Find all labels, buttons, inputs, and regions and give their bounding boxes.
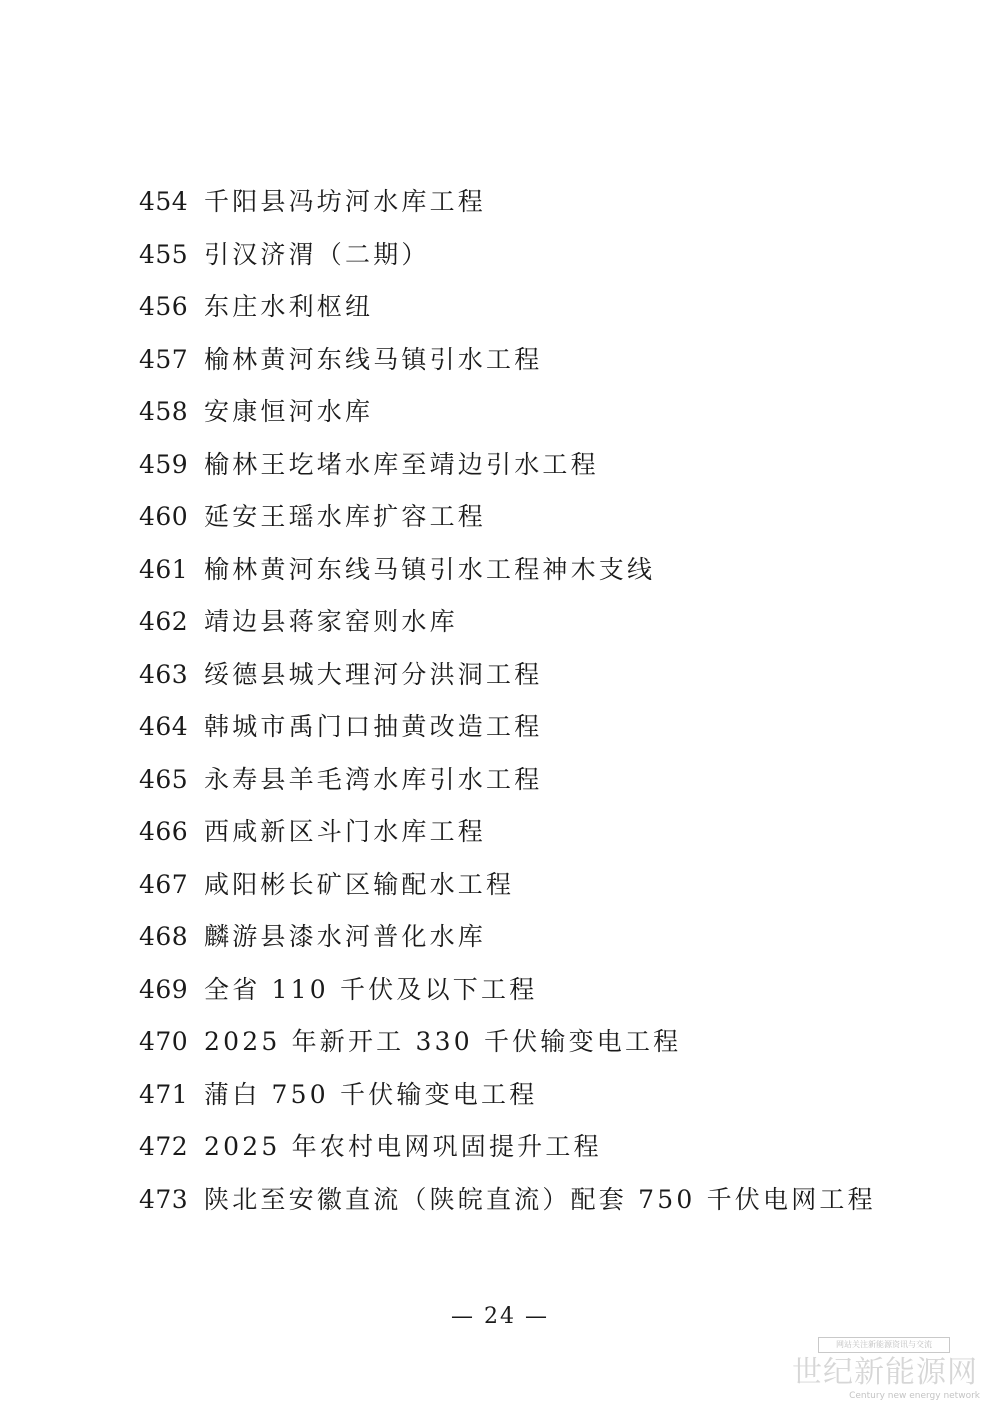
item-name: 咸阳彬长矿区输配水工程 [204, 869, 515, 899]
item-number: 467 [139, 869, 189, 899]
item-number: 468 [139, 922, 189, 951]
watermark-tagline: 网站关注新能源资讯与交流 [818, 1337, 950, 1353]
item-number: 464 [139, 712, 189, 741]
item-number: 455 [139, 239, 189, 269]
watermark-english: Century new energy network [849, 1391, 980, 1401]
item-name: 蒲白 750 千伏输变电工程 [204, 1079, 538, 1109]
list-item [0, 1069, 1000, 1122]
item-name: 麟游县漆水河普化水库 [204, 922, 487, 951]
list-item [0, 229, 1000, 282]
list-item [0, 754, 1000, 807]
list-item [0, 859, 1000, 912]
page-number: — 24 — [451, 1304, 549, 1329]
list-item [0, 649, 1000, 702]
list-item [0, 964, 1000, 1017]
item-name: 全省 110 千伏及以下工程 [204, 974, 538, 1004]
item-number: 462 [139, 607, 189, 636]
list-item [0, 596, 1000, 649]
item-number: 469 [139, 974, 189, 1004]
item-name: 引汉济渭（二期） [204, 239, 430, 269]
watermark-brand: 世纪新能源网 [792, 1355, 978, 1390]
item-number: 456 [139, 292, 189, 321]
list-item [0, 491, 1000, 544]
item-name: 绥德县城大理河分洪洞工程 [204, 659, 543, 689]
item-name: 榆林黄河东线马镇引水工程 [204, 344, 543, 374]
item-number: 465 [139, 764, 189, 794]
list-item [0, 334, 1000, 387]
list-item [0, 281, 1000, 334]
list-item [0, 1121, 1000, 1174]
item-number: 472 [139, 1132, 189, 1161]
item-name: 陕北至安徽直流（陕皖直流）配套 750 千伏电网工程 [204, 1184, 876, 1214]
item-number: 466 [139, 817, 189, 846]
item-name: 永寿县羊毛湾水库引水工程 [204, 764, 543, 794]
list-item [0, 1016, 1000, 1069]
list-item [0, 701, 1000, 754]
item-number: 458 [139, 397, 189, 426]
list-item [0, 544, 1000, 597]
item-name: 西咸新区斗门水库工程 [204, 817, 487, 846]
item-name: 靖边县蒋家窑则水库 [204, 607, 458, 636]
item-number: 471 [139, 1079, 189, 1109]
item-name: 榆林黄河东线马镇引水工程神木支线 [204, 554, 656, 584]
item-name: 2025 年农村电网巩固提升工程 [204, 1132, 602, 1161]
item-name: 2025 年新开工 330 千伏输变电工程 [204, 1027, 682, 1056]
item-number: 457 [139, 344, 189, 374]
item-number: 460 [139, 502, 189, 531]
item-name: 韩城市禹门口抽黄改造工程 [204, 712, 543, 741]
item-number: 461 [139, 554, 189, 584]
item-name: 千阳县冯坊河水库工程 [204, 187, 487, 216]
list-item [0, 176, 1000, 229]
item-name: 延安王瑶水库扩容工程 [204, 502, 487, 531]
list-item [0, 1174, 1000, 1227]
item-name: 榆林王圪堵水库至靖边引水工程 [204, 449, 599, 479]
list-item [0, 806, 1000, 859]
item-number: 470 [139, 1027, 189, 1056]
item-name: 东庄水利枢纽 [204, 292, 374, 321]
item-number: 463 [139, 659, 189, 689]
item-number: 459 [139, 449, 189, 479]
project-list [0, 176, 1000, 1226]
list-item [0, 386, 1000, 439]
watermark-logo [790, 1333, 980, 1408]
list-item [0, 439, 1000, 492]
list-item [0, 911, 1000, 964]
item-number: 473 [139, 1184, 189, 1214]
item-name: 安康恒河水库 [204, 397, 374, 426]
item-number: 454 [139, 187, 189, 216]
